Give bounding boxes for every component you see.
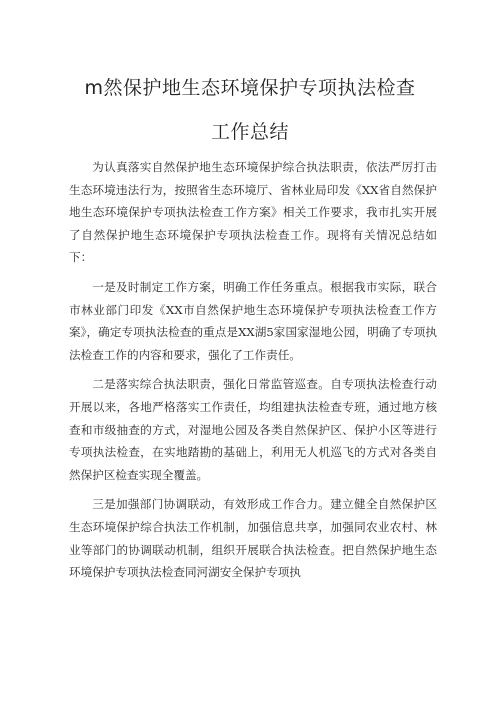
paragraph-point-3: 三是加强部门协调联动，有效形成工作合力。建立健全自然保护区生态环境保护综合执法工作机制，加强信息共享，加强同农业农村、林业等部门的协调联动机制，组织开展联合执法检查。把自然保护地生态环境保护专项执法检查同河湖安全保护专项执 — [69, 497, 437, 580]
document-body — [69, 156, 437, 591]
paragraph-intro: 为认真落实自然保护地生态环境保护综合执法职责，依法严厉打击生态环境违法行为，按照省生态环境厅、省林业局印发《XX省自然保护地生态环境保护专项执法检查工作方案》相关工作要求，我市扎实开展了自然保护地生态环境保护专项执法检查工作。现将有关情况总结如下： — [69, 160, 437, 265]
document-title-line-1: m然保护地生态环境保护专项执法检查 — [84, 77, 416, 99]
document-title-line-2: 工作总结 — [210, 121, 289, 143]
paragraph-point-1: 一是及时制定工作方案，明确工作任务重点。根据我市实际，联合市林业部门印发《XX市自然保护地生态环境保护专项执法检查工作方案》，确定专项执法检查的重点是XX湖5家国家湿地公园，明确了专项执法检查工作的内容和要求，强化了工作责任。 — [69, 279, 437, 362]
paragraph-point-2: 二是落实综合执法职责，强化日常监管巡查。自专项执法检查行动开展以来，各地严格落实工作责任，均组建执法检查专班，通过地方核查和市级抽查的方式，对湿地公园及各类自然保护区、保护小区等进行专项执法检查，在实地踏勘的基础上，利用无人机巡飞的方式对各类自然保护区检查实现全覆盖。 — [69, 377, 437, 482]
